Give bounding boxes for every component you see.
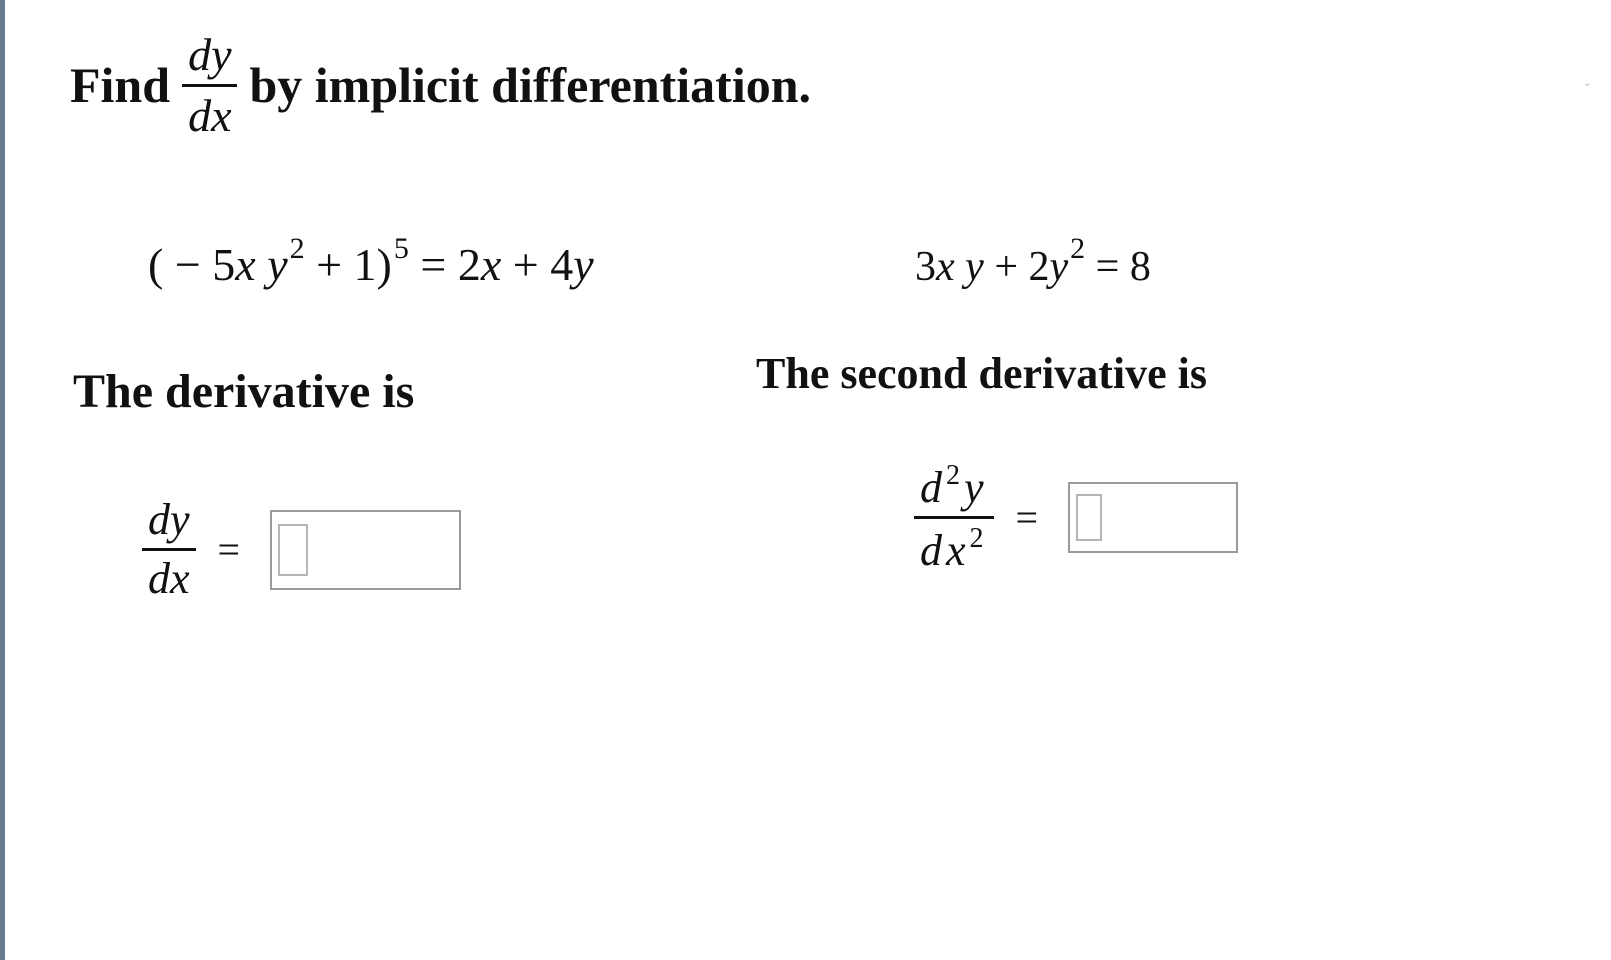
heading-prefix: Find [70,57,171,113]
second-derivative-answer-row [914,462,1238,573]
equals-sign: = [217,527,241,572]
num-exponent: 2 [946,460,964,491]
num-y: y [964,463,988,512]
second-derivative-answer-input[interactable] [1068,482,1238,553]
second-equals-sign: = [1015,495,1039,540]
window-left-border [0,0,5,960]
second-answer-numerator [914,462,994,510]
derivative-label: The derivative is [73,365,415,418]
second-answer-fraction-bar [914,516,994,519]
second-derivative-label: The second derivative is [756,349,1207,398]
derivative-answer-input[interactable] [270,510,461,590]
dy-dx-fraction [182,28,237,141]
heading-suffix: by implicit differentiation. [249,57,812,113]
eq2-coef: 3 [915,244,936,290]
dy-dx-answer-fraction [142,495,196,603]
eq1-x: x [235,239,256,290]
num-d: d [920,463,946,512]
equation-two [915,232,1151,291]
d2y-dx2-answer-fraction [914,462,994,573]
eq1-rhs: = 2 [420,239,481,290]
answer-fraction-bar [142,548,196,551]
eq1-plus-one: + 1) [316,239,392,290]
input-placeholder-box [1076,494,1102,541]
eq1-open: ( − 5 [148,239,236,290]
fraction-denominator: dx [188,89,232,141]
eq1-rhs-x: x [480,239,502,290]
eq2-rhs: = 8 [1085,244,1151,290]
den-exponent: 2 [969,523,988,554]
eq1-rhs-plus: + 4 [501,239,574,290]
answer-denominator: dx [148,554,190,603]
question-heading [70,20,811,150]
eq2-plus: + 2 [983,244,1050,290]
second-answer-denominator [914,525,994,573]
fraction-numerator: dy [188,28,232,80]
equation-one [148,232,594,291]
den-d: d [920,526,946,575]
scroll-indicator: ˇ [1585,82,1590,97]
eq2-y2: y [1049,244,1069,290]
fraction-bar [182,84,237,87]
input-placeholder-box [278,524,308,576]
eq1-outer-exponent: 5 [393,232,409,265]
eq2-y: y [965,244,984,290]
derivative-answer-row [142,495,461,603]
eq1-y: y [267,239,288,290]
eq1-y-exponent: 2 [289,232,305,265]
eq2-x: x [936,244,955,290]
eq1-rhs-y: y [573,239,594,290]
eq2-exponent: 2 [1070,232,1086,265]
answer-numerator: dy [148,495,190,544]
den-x: x [946,526,970,575]
